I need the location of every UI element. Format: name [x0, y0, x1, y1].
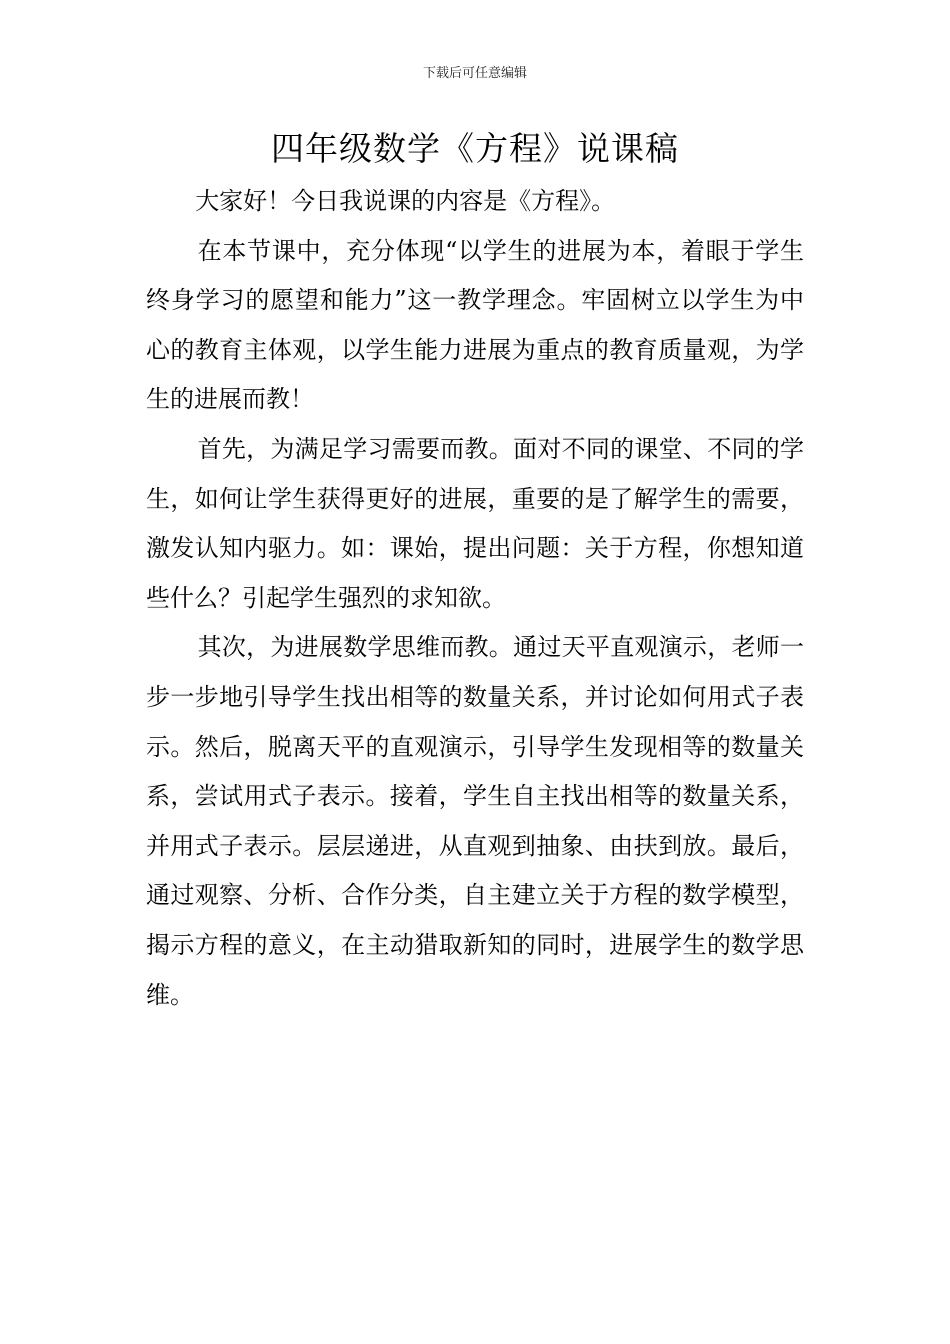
- paragraph-learning-needs: 首先，为满足学习需要而教。面对不同的课堂、不同的学生，如何让学生获得更好的进展，重要的是了解学生的需要，激发认知内驱力。如：课始，提出问题：关于方程，你想知道些什么？引起学生强烈的求知欲。: [146, 434, 804, 612]
- document-title: 四年级数学《方程》说课稿: [271, 129, 679, 168]
- paragraph-math-thinking: 其次，为进展数学思维而教。通过天平直观演示，老师一步一步地引导学生找出相等的数量关系，并讨论如何用式子表示。然后，脱离天平的直观演示，引导学生发现相等的数量关系，尝试用式子表示。接着，学生自主找出相等的数量关系，并用式子表示。层层递进，从直观到抽象、由扶到放。最后，通过观察、分析、合作分类，自主建立关于方程的数学模型，揭示方程的意义，在主动猎取新知的同时，进展学生的数学思维。: [146, 633, 804, 1009]
- paragraph-teaching-philosophy: 在本节课中，充分体现“以学生的进展为本，着眼于学生终身学习的愿望和能力”这一教学理念。牢固树立以学生为中心的教育主体观，以学生能力进展为重点的教育质量观，为学生的进展而教！: [146, 236, 804, 414]
- paragraph-greeting: 大家好！今日我说课的内容是《方程》。: [195, 187, 616, 215]
- document-body: [146, 177, 804, 1020]
- page-header-note: 下载后可任意编辑: [422, 66, 527, 81]
